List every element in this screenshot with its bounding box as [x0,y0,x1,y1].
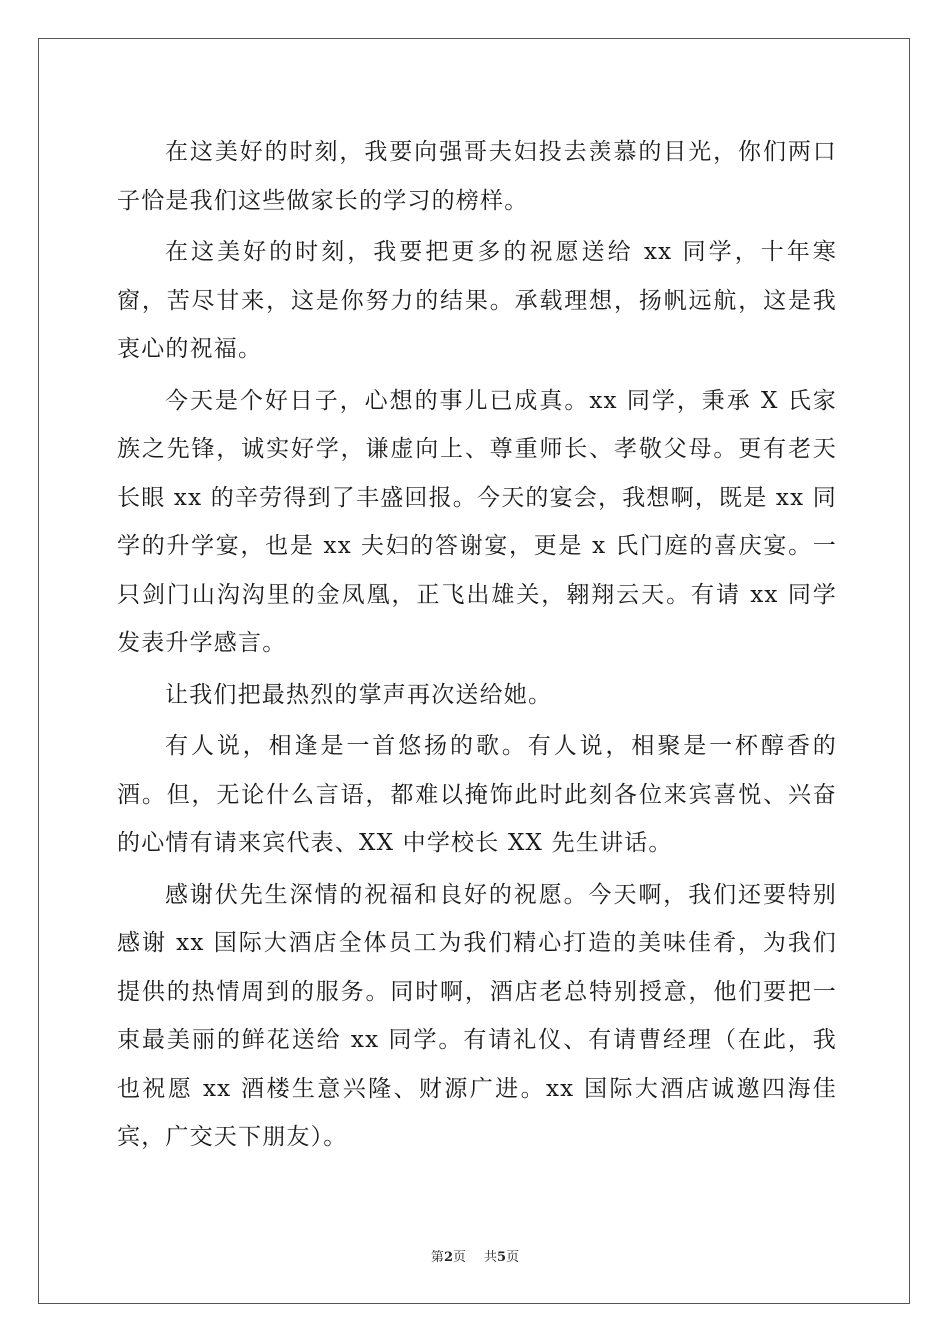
current-page-number: 2 [443,1250,453,1265]
paragraph: 有人说，相逢是一首悠扬的歌。有人说，相聚是一杯醇香的酒。但，无论什么言语，都难以掩饰此时此刻各位来宾喜悦、兴奋的心情有请来宾代表、XX 中学校长 XX 先生讲话。 [117,733,837,856]
page-unit: 页 [452,1250,466,1265]
paragraph: 在这美好的时刻，我要把更多的祝愿送给 xx 同学，十年寒窗，苦尽甘来，这是你努力的结果。承载理想，扬帆远航，这是我衷心的祝福。 [117,239,837,362]
page-number-footer [0,1246,950,1265]
paragraph: 今天是个好日子，心想的事儿已成真。xx 同学，秉承 X 氏家族之先锋，诚实好学，谦虚向上、尊重师长、孝敬父母。更有老天长眼 xx 的辛劳得到了丰盛回报。今天的宴会，我想啊，既是 xx 同学的升学宴，也是 xx 夫妇的答谢宴，更是 x 氏门庭的喜庆宴。一只剑门山沟沟里的金凤凰，正飞出雄关，翱翔云天。有请 xx 同学发表升学感言。 [117,387,837,656]
document-body [117,128,837,1165]
paragraph: 让我们把最热烈的掌声再次送给她。 [165,681,553,708]
paragraph: 感谢伏先生深情的祝福和良好的祝愿。今天啊，我们还要特别感谢 xx 国际大酒店全体员工为我们精心打造的美味佳肴，为我们提供的热情周到的服务。同时啊，酒店老总特别授意，他们要把一束最美丽的鲜花送给 xx 同学。有请礼仪、有请曹经理（在此，我也祝愿 xx 酒楼生意兴隆、财源广进。xx 国际大酒店诚邀四海佳宾，广交天下朋友）。 [117,881,837,1150]
page-prefix: 第 [430,1250,444,1265]
total-page-count: 5 [497,1250,507,1265]
paragraph: 在这美好的时刻，我要向强哥夫妇投去羡慕的目光，你们两口子恰是我们这些做家长的学习的榜样。 [117,139,837,214]
total-unit: 页 [506,1250,520,1265]
total-prefix: 共 [484,1250,498,1265]
